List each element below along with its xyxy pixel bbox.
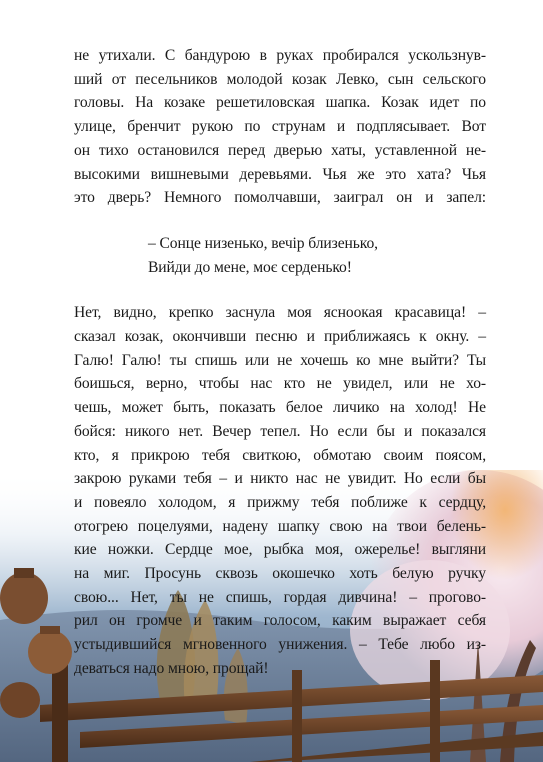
song-verse (74, 232, 486, 279)
text-line: Галю! Галю! ты спишь или не хочешь ко мне выйти? Ты (74, 351, 486, 369)
text-line: закрою руками тебя – и никто нас не увидит. Но если бы (74, 470, 486, 488)
text-line: головы. На козаке решетиловская шапка. Козак идет по (74, 94, 486, 112)
text-line: бойся: никого нет. Вечер тепел. Но если бы и показался (74, 422, 486, 440)
text-line: свою... Нет, ты не спишь, гордая дивчина! – прогово- (74, 588, 486, 606)
paragraph-1 (74, 44, 486, 210)
text-line: не утихали. С бандурою в руках пробирался ускользнув- (74, 47, 486, 64)
text-line: устыдившийся мгновенного унижения. – Тебе любо из- (74, 636, 486, 654)
story-text (74, 44, 486, 681)
text-line: высокими вишневыми деревьями. Чья же это хата? Чья (74, 165, 486, 183)
text-line: ший от песельников молодой козак Левко, сын сельского (74, 70, 486, 88)
text-line: чешь, может быть, показать белое личико на холод! Не (74, 399, 486, 417)
paragraph-2 (74, 301, 486, 680)
text-line: деваться надо мною, прощай! (74, 659, 269, 677)
text-line: это дверь? Немного помолчавши, заиграл он и запел: (74, 189, 486, 207)
verse-line: – Сонце низенько, вечір близенько, (148, 234, 378, 252)
text-line: на миг. Просунь сквозь окошечко хоть белую ручку (74, 565, 486, 583)
text-line: отогрею поцелуями, надену шапку свою на твои белень- (74, 517, 486, 535)
text-line: улице, бренчит рукою по струнам и подплясывает. Вот (74, 118, 486, 136)
text-line: кто, я прикрою тебя свиткою, обмотаю своим поясом, (74, 446, 486, 464)
text-line: кие ножки. Сердце мое, рыбка моя, ожерелье! выгляни (74, 541, 486, 559)
text-line: Нет, видно, крепко заснула моя ясноокая красавица! – (74, 304, 486, 322)
text-line: рил он громче и таким голосом, каким выражает себя (74, 612, 486, 630)
text-line: сказал козак, окончивши песню и приближаясь к окну. – (74, 328, 486, 346)
verse-line: Вийди до мене, моє серденько! (148, 258, 352, 276)
text-line: и повеяло холодом, я прижму тебя поближе к сердцу, (74, 493, 486, 511)
text-line: боишься, верно, чтобы нас кто не увидел, или не хо- (74, 375, 486, 393)
text-line: он тихо остановился перед дверью хаты, уставленной не- (74, 141, 486, 159)
